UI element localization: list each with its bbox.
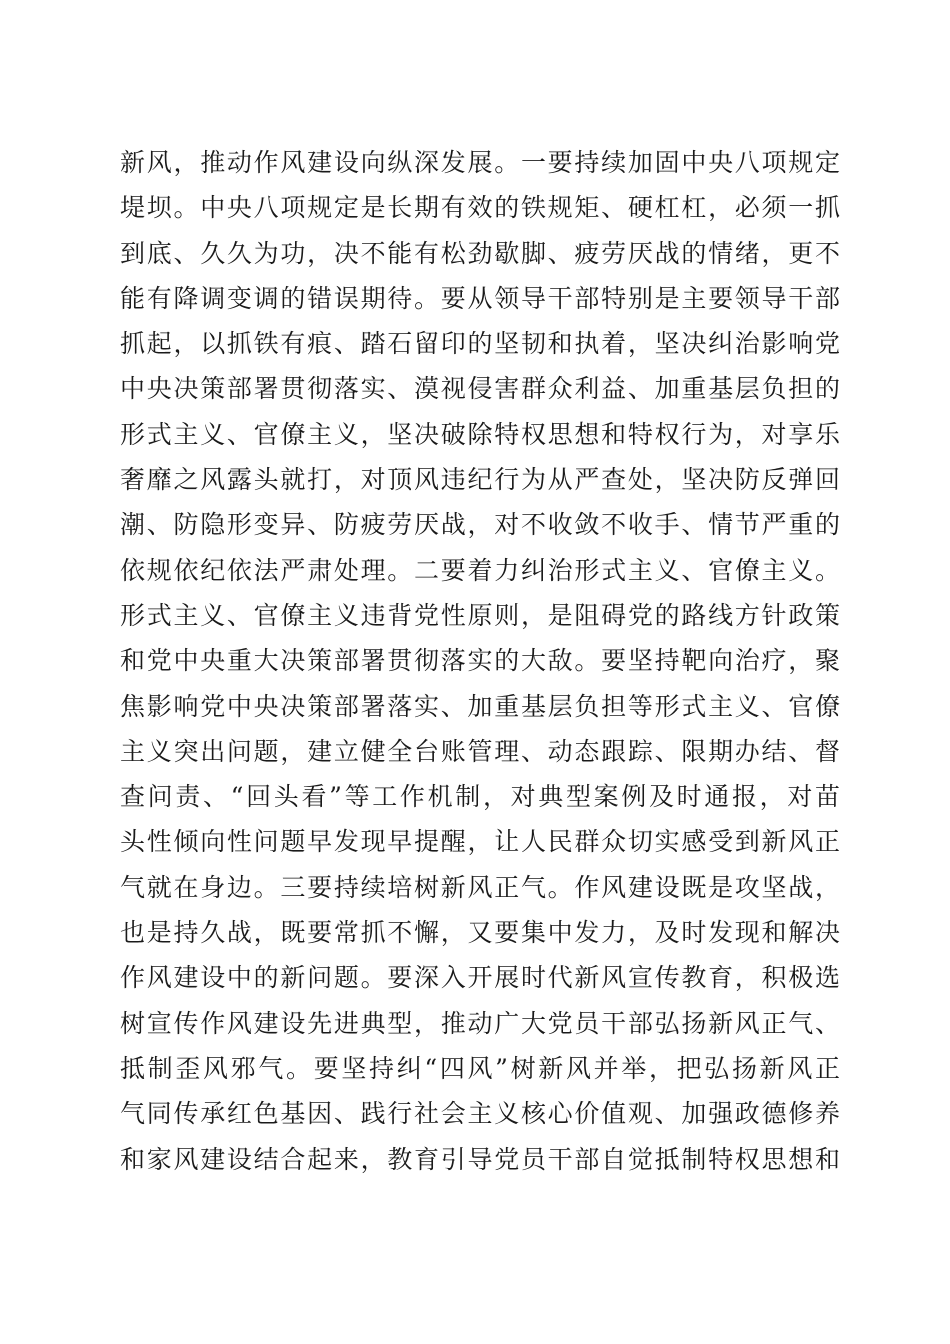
- text-line: 作风建设中的新问题。要深入开展时代新风宣传教育，积极选: [120, 963, 840, 993]
- text-line: 新风，推动作风建设向纵深发展。一要持续加固中央八项规定: [120, 148, 840, 177]
- text-line: 也是持久战，既要常抓不懈，又要集中发力，及时发现和解决: [120, 918, 840, 948]
- text-line: 中央决策部署贯彻落实、漠视侵害群众利益、加重基层负担的: [120, 374, 840, 404]
- text-line: 和家风建设结合起来，教育引导党员干部自觉抵制特权思想和: [120, 1144, 840, 1174]
- text-line: 气同传承红色基因、践行社会主义核心价值观、加强政德修养: [120, 1099, 840, 1129]
- text-line: 头性倾向性问题早发现早提醒，让人民群众切实感受到新风正: [120, 827, 840, 857]
- text-line: 焦影响党中央决策部署落实、加重基层负担等形式主义、官僚: [120, 691, 840, 721]
- text-line: 抓起，以抓铁有痕、踏石留印的坚韧和执着，坚决纠治影响党: [120, 329, 840, 359]
- text-line: 堤坝。中央八项规定是长期有效的铁规矩、硬杠杠，必须一抓: [120, 193, 840, 223]
- text-line: 形式主义、官僚主义违背党性原则，是阻碍党的路线方针政策: [120, 600, 840, 630]
- text-line: 树宣传作风建设先进典型，推动广大党员干部弘扬新风正气、: [120, 1008, 840, 1038]
- text-line: 到底、久久为功，决不能有松劲歇脚、疲劳厌战的情绪，更不: [120, 238, 840, 268]
- text-line: 潮、防隐形变异、防疲劳厌战，对不收敛不收手、情节严重的: [120, 510, 840, 540]
- text-line: 和党中央重大决策部署贯彻落实的大敌。要坚持靶向治疗，聚: [120, 646, 840, 676]
- text-line: 主义突出问题，建立健全台账管理、动态跟踪、限期办结、督: [120, 736, 840, 766]
- text-line: 抵制歪风邪气。要坚持纠“四风”树新风并举，把弘扬新风正: [120, 1053, 840, 1083]
- text-line: 依规依纪依法严肃处理。二要着力纠治形式主义、官僚主义。: [120, 555, 840, 585]
- text-line: 查问责、“回头看”等工作机制，对典型案例及时通报，对苗: [120, 782, 840, 812]
- text-line: 形式主义、官僚主义，坚决破除特权思想和特权行为，对享乐: [120, 419, 840, 449]
- text-line: 能有降调变调的错误期待。要从领导干部特别是主要领导干部: [120, 283, 840, 313]
- text-line: 奢靡之风露头就打，对顶风违纪行为从严查处，坚决防反弹回: [120, 465, 840, 495]
- body-paragraph: [120, 140, 840, 1182]
- text-line: 气就在身边。三要持续培树新风正气。作风建设既是攻坚战，: [120, 872, 840, 902]
